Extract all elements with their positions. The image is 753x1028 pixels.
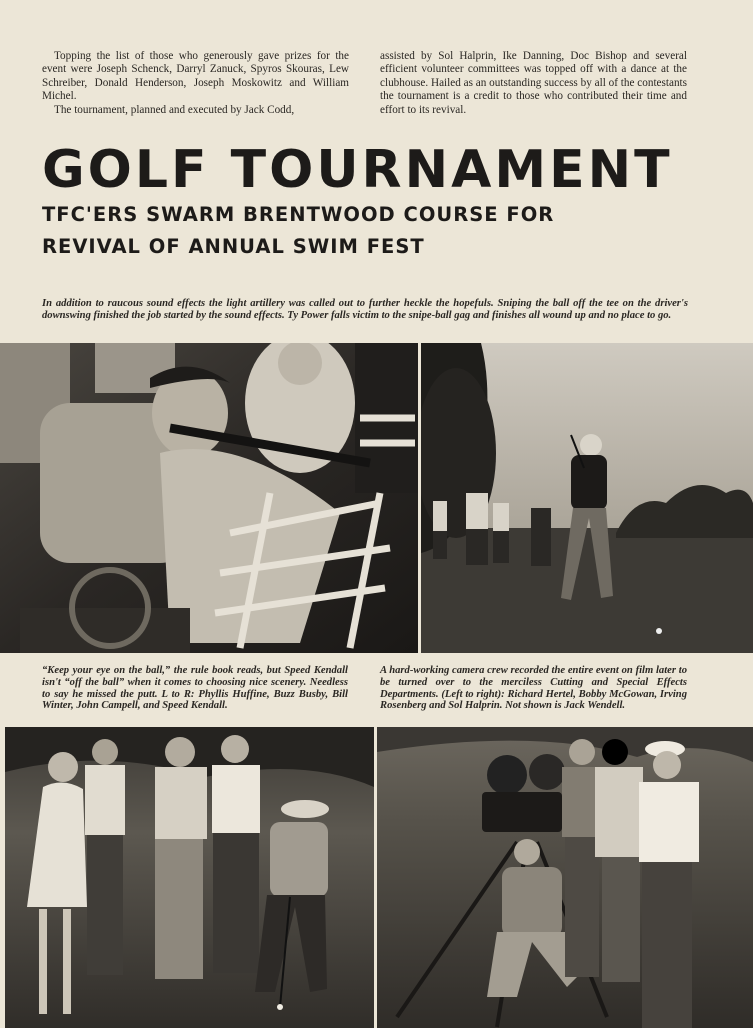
caption-top: In addition to raucous sound effects the light artillery was called out to further heckle the hopefuls. Sniping the ball off the tee on the driver's downswing finished the job started by the sound effects. Ty Power falls victim to the snipe-ball gag and finishes all wound up and no place to go. <box>42 298 688 321</box>
caption-middle-right: A hard-working camera crew recorded the entire event on film later to be turned over to the merciless Cutting and Special Effects Departments. (Left to right): Richard Hertel, Bobby McGowan, Irving Rosenberg and Sol Halprin. Not shown is Jack Wendell. <box>380 665 687 712</box>
intro-paragraph-1: Topping the list of those who generously gave prizes for the event were Joseph Schenck, Darryl Zanuck, Spyros Skouras, Lew Schreiber, Donald Henderson, Joseph Moskowitz and William Michel. <box>42 50 349 103</box>
intro-text-right-column <box>380 50 687 117</box>
subheadline-line-2: REVIVAL OF ANNUAL SWIM FEST <box>42 235 425 258</box>
camera-crew-photo <box>377 727 753 1028</box>
headline: GOLF TOURNAMENT <box>42 140 673 200</box>
intro-paragraph-3: assisted by Sol Halprin, Ike Danning, Doc Bishop and several efficient volunteer committees was topped off with a dance at the clubhouse. Hailed as an outstanding success by all of the contestants the tournament is a credit to those who contributed their time and effort to its revival. <box>380 50 687 116</box>
group-on-green-photo <box>5 727 374 1028</box>
intro-text-left-column <box>42 50 349 117</box>
subheadline-line-1: TFC'ERS SWARM BRENTWOOD COURSE FOR <box>42 203 555 226</box>
caption-middle-left: “Keep your eye on the ball,” the rule book reads, but Speed Kendall isn't “off the ball” when it comes to choosing nice scenery. Needless to say he missed the putt. L to R: Phyllis Huffine, Buzz Busby, Bill Winter, John Campell, and Speed Kendall. <box>42 665 348 712</box>
man-aiming-rifle-photo <box>0 343 418 653</box>
golfer-swinging-photo <box>421 343 753 653</box>
intro-paragraph-2: The tournament, planned and executed by Jack Codd, <box>54 103 295 116</box>
